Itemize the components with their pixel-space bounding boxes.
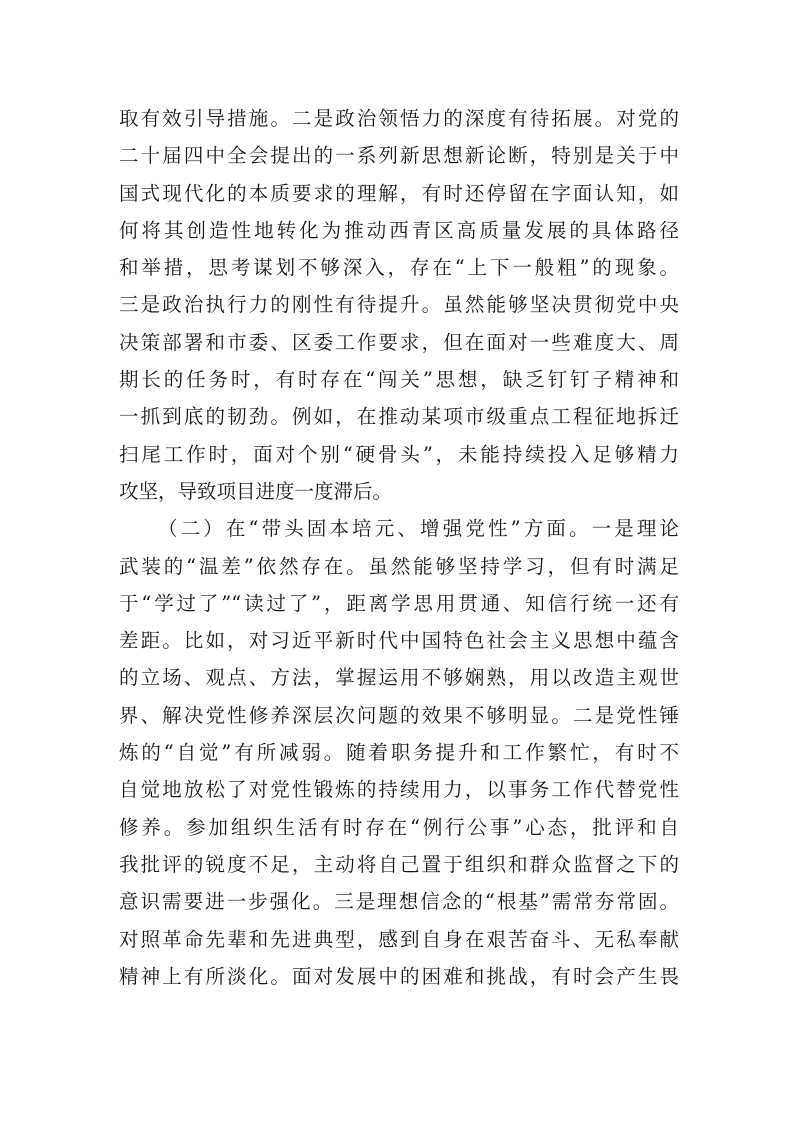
text-line: 精神上有所淡化。面对发展中的困难和挑战，有时会产生畏 [119,964,679,988]
text-line: 于“学过了”“读过了”，距离学思用贯通、知信行统一还有 [119,591,679,615]
text-line: 对照革命先辈和先进典型，感到自身在艰苦奋斗、无私奉献 [119,927,679,951]
text-line: 武装的“温差”依然存在。虽然能够坚持学习，但有时满足 [119,554,679,578]
text-line: 我批评的锐度不足，主动将自己置于组织和群众监督之下的 [119,852,679,876]
text-line: 攻坚，导致项目进度一度滞后。 [119,479,393,503]
text-line: 自觉地放松了对党性锻炼的持续用力，以事务工作代替党性 [119,778,679,802]
text-line: 扫尾工作时，面对个别“硬骨头”，未能持续投入足够精力 [119,442,679,466]
text-line: 修养。参加组织生活有时存在“例行公事”心态，批评和自 [119,815,679,839]
text-line: 界、解决党性修养深层次问题的效果不够明显。二是党性锤 [119,703,679,727]
text-line: 期长的任务时，有时存在“闯关”思想，缺乏钉钉子精神和 [119,368,679,392]
section-heading-line: （二）在“带头固本培元、增强党性”方面。一是理论 [158,517,679,541]
text-line: 差距。比如，对习近平新时代中国特色社会主义思想中蕴含 [119,629,679,653]
text-line: 意识需要进一步强化。三是理想信念的“根基”需常夯常固。 [119,890,679,914]
text-line: 炼的“自觉”有所减弱。随着职务提升和工作繁忙，有时不 [119,741,679,765]
text-line: 的立场、观点、方法，掌握运用不够娴熟，用以改造主观世 [119,666,679,690]
text-line: 一抓到底的韧劲。例如，在推动某项市级重点工程征地拆迁 [119,405,679,429]
text-line: 国式现代化的本质要求的理解，有时还停留在字面认知，如 [119,181,679,205]
text-line: 三是政治执行力的刚性有待提升。虽然能够坚决贯彻党中央 [119,293,679,317]
text-line: 取有效引导措施。二是政治领悟力的深度有待拓展。对党的 [119,107,679,130]
text-line: 决策部署和市委、区委工作要求，但在面对一些难度大、周 [119,330,679,354]
text-line: 和举措，思考谋划不够深入，存在“上下一般粗”的现象。 [119,256,679,280]
body-text [119,100,679,995]
text-line: 何将其创造性地转化为推动西青区高质量发展的具体路径 [119,218,679,242]
text-line: 二十届四中全会提出的一系列新思想新论断，特别是关于中 [119,144,679,168]
